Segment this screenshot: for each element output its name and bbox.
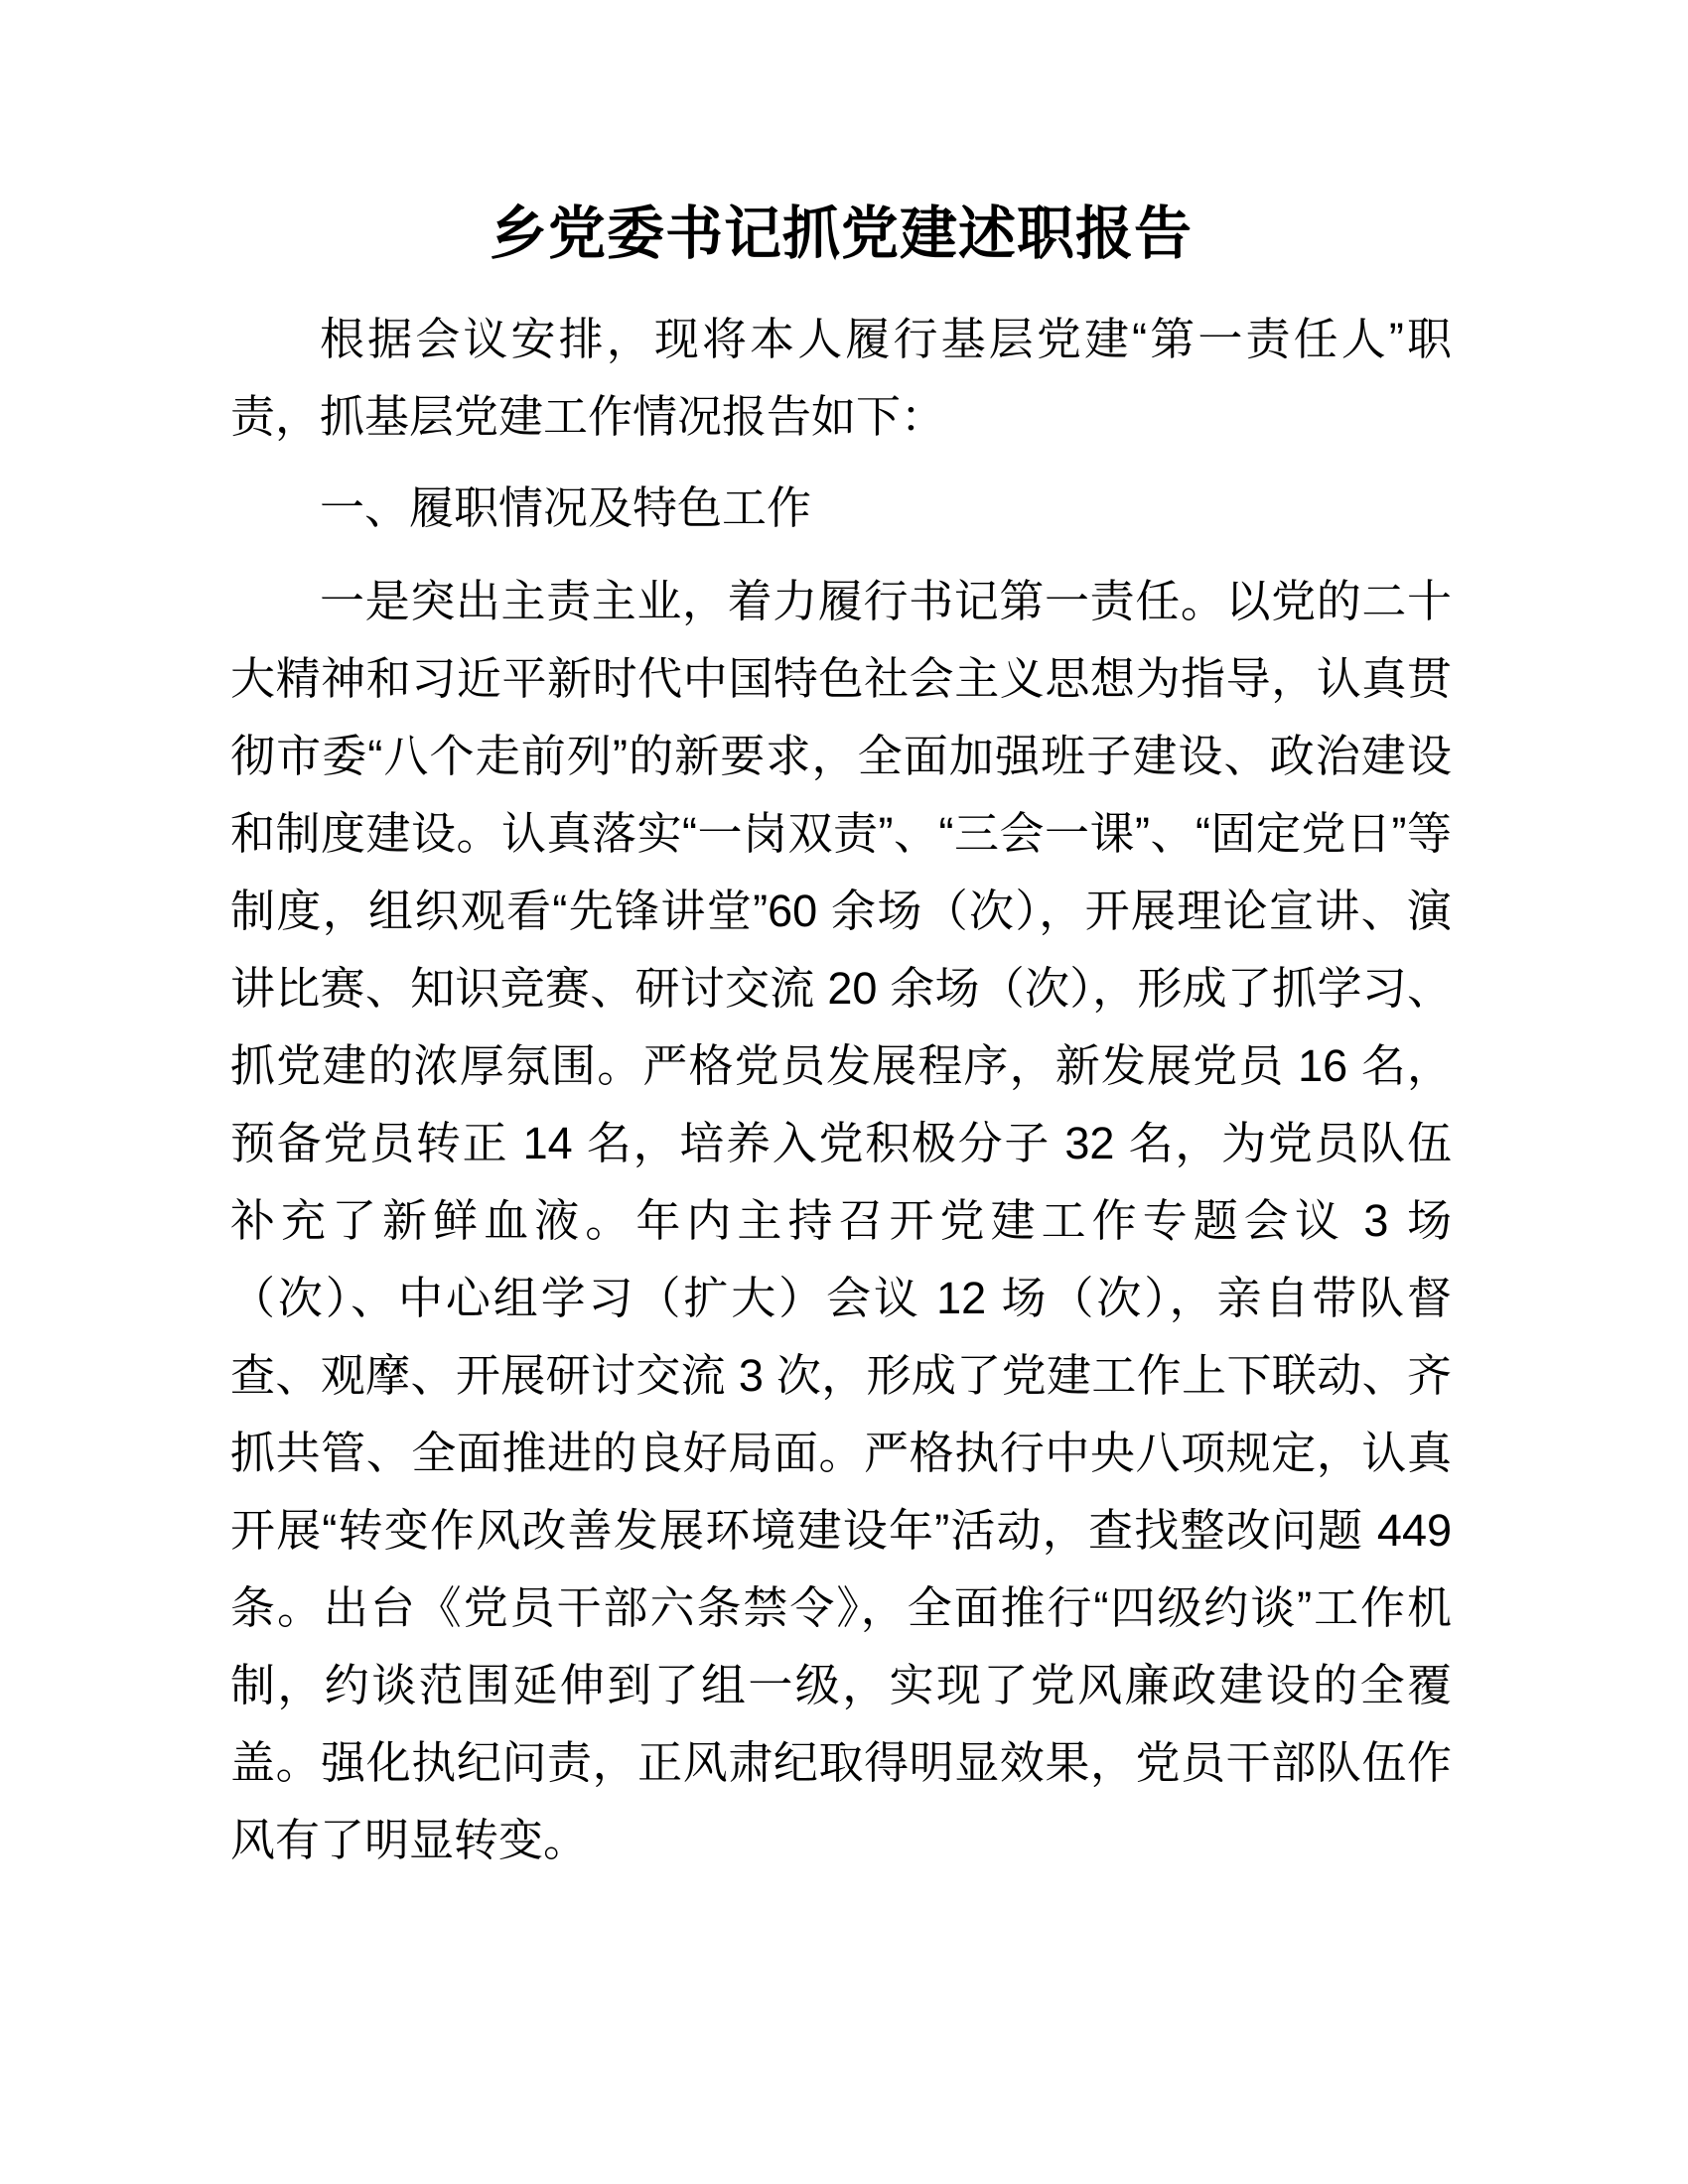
section-heading: 一、履职情况及特色工作 (320, 482, 812, 533)
section-body-paragraph: 一是突出主责主业，着力履行书记第一责任。以党的二十大精神和习近平新时代中国特色社会主义思想为指导，认真贯彻市委“八个走前列”的新要求，全面加强班子建设、政治建设和制度建设。认真落实“一岗双责”、“三会一课”、“固定党日”等制度，组织观看“先锋讲堂”60 余场（次），开展理论宣讲、演讲比赛、知识竞赛、研讨交流 20 余场（次），形成了抓学习、抓党建的浓厚氛围。严格党员发展程序，新发展党员 16 名，预备党员转正 14 名，培养入党积极分子 32 名，为党员队伍补充了新鲜血液。年内主持召开党建工作专题会议 3 场（次）、中心组学习（扩大）会议 12 场（次），亲自带队督查、观摩、开展研讨交流 3 次，形成了党建工作上下联动、齐抓共管、全面推进的良好局面。严格执行中央八项规定，认真开展“转变作风改善发展环境建设年”活动，查找整改问题 449 条。出台《党员干部六条禁令》，全面推行“四级约谈”工作机制，约谈范围延伸到了组一级，实现了党风廉政建设的全覆盖。强化执纪问责，正风肃纪取得明显效果，党员干部队伍作风有了明显转变。 (230, 576, 1452, 1865)
document-title: 乡党委书记抓党建述职报告 (489, 202, 1193, 266)
intro-paragraph: 根据会议安排，现将本人履行基层党建“第一责任人”职责，抓基层党建工作情况报告如下： (230, 314, 1452, 442)
